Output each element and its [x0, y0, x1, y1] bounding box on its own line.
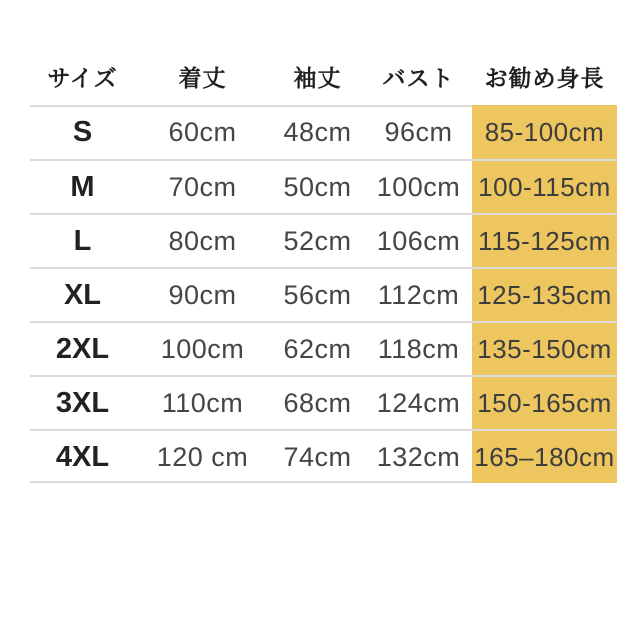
column-header-sleeve: 袖丈	[293, 65, 342, 92]
recommended-height-cell: 125-135cm	[472, 269, 617, 321]
recommended-height-cell: 115-125cm	[472, 215, 617, 267]
column-header-recommended-height: お勧め身長	[484, 65, 605, 92]
recommended-height-cell: 165–180cm	[472, 431, 617, 483]
sleeve-cell: 68cm	[283, 387, 352, 418]
table-row-m	[30, 159, 617, 213]
sleeve-cell: 74cm	[283, 441, 352, 472]
column-header-length: 着丈	[178, 65, 227, 92]
recommended-height-cell: 100-115cm	[472, 161, 617, 213]
bust-cell: 106cm	[376, 225, 461, 256]
length-cell: 120 cm	[156, 441, 249, 472]
size-cell: 3XL	[55, 386, 110, 419]
size-cell: XL	[63, 278, 102, 311]
size-chart-table	[30, 48, 617, 483]
table-row-3xl	[30, 375, 617, 429]
length-cell: 90cm	[168, 279, 237, 310]
length-cell: 80cm	[168, 225, 237, 256]
bust-cell: 132cm	[376, 441, 461, 472]
sleeve-cell: 50cm	[283, 171, 352, 202]
sleeve-cell: 62cm	[283, 333, 352, 364]
size-cell: M	[70, 170, 95, 203]
bust-cell: 112cm	[377, 279, 460, 310]
table-row-s	[30, 105, 617, 159]
recommended-height-cell: 135-150cm	[472, 323, 617, 375]
size-cell: 4XL	[55, 440, 110, 473]
table-top-rule	[30, 105, 472, 107]
length-cell: 110cm	[161, 387, 244, 418]
table-row-xl	[30, 267, 617, 321]
sleeve-cell: 56cm	[283, 279, 352, 310]
length-cell: 70cm	[168, 171, 237, 202]
column-header-bust: バスト	[382, 65, 455, 92]
length-cell: 60cm	[168, 116, 237, 147]
bust-cell: 124cm	[376, 387, 461, 418]
table-row-4xl	[30, 429, 617, 483]
header-row	[30, 48, 617, 105]
table-row-l	[30, 213, 617, 267]
size-cell: L	[73, 224, 92, 257]
table-body	[30, 105, 617, 483]
size-cell: S	[72, 115, 93, 148]
sleeve-cell: 52cm	[283, 225, 352, 256]
recommended-height-cell: 150-165cm	[472, 377, 617, 429]
bust-cell: 100cm	[376, 171, 461, 202]
recommended-height-cell: 85-100cm	[472, 105, 617, 159]
table-row-2xl	[30, 321, 617, 375]
bust-cell: 118cm	[377, 333, 460, 364]
length-cell: 100cm	[160, 333, 245, 364]
sleeve-cell: 48cm	[283, 116, 352, 147]
bust-cell: 96cm	[384, 116, 453, 147]
column-header-size: サイズ	[47, 65, 118, 92]
table-bottom-rule	[30, 481, 472, 483]
size-cell: 2XL	[55, 332, 110, 365]
